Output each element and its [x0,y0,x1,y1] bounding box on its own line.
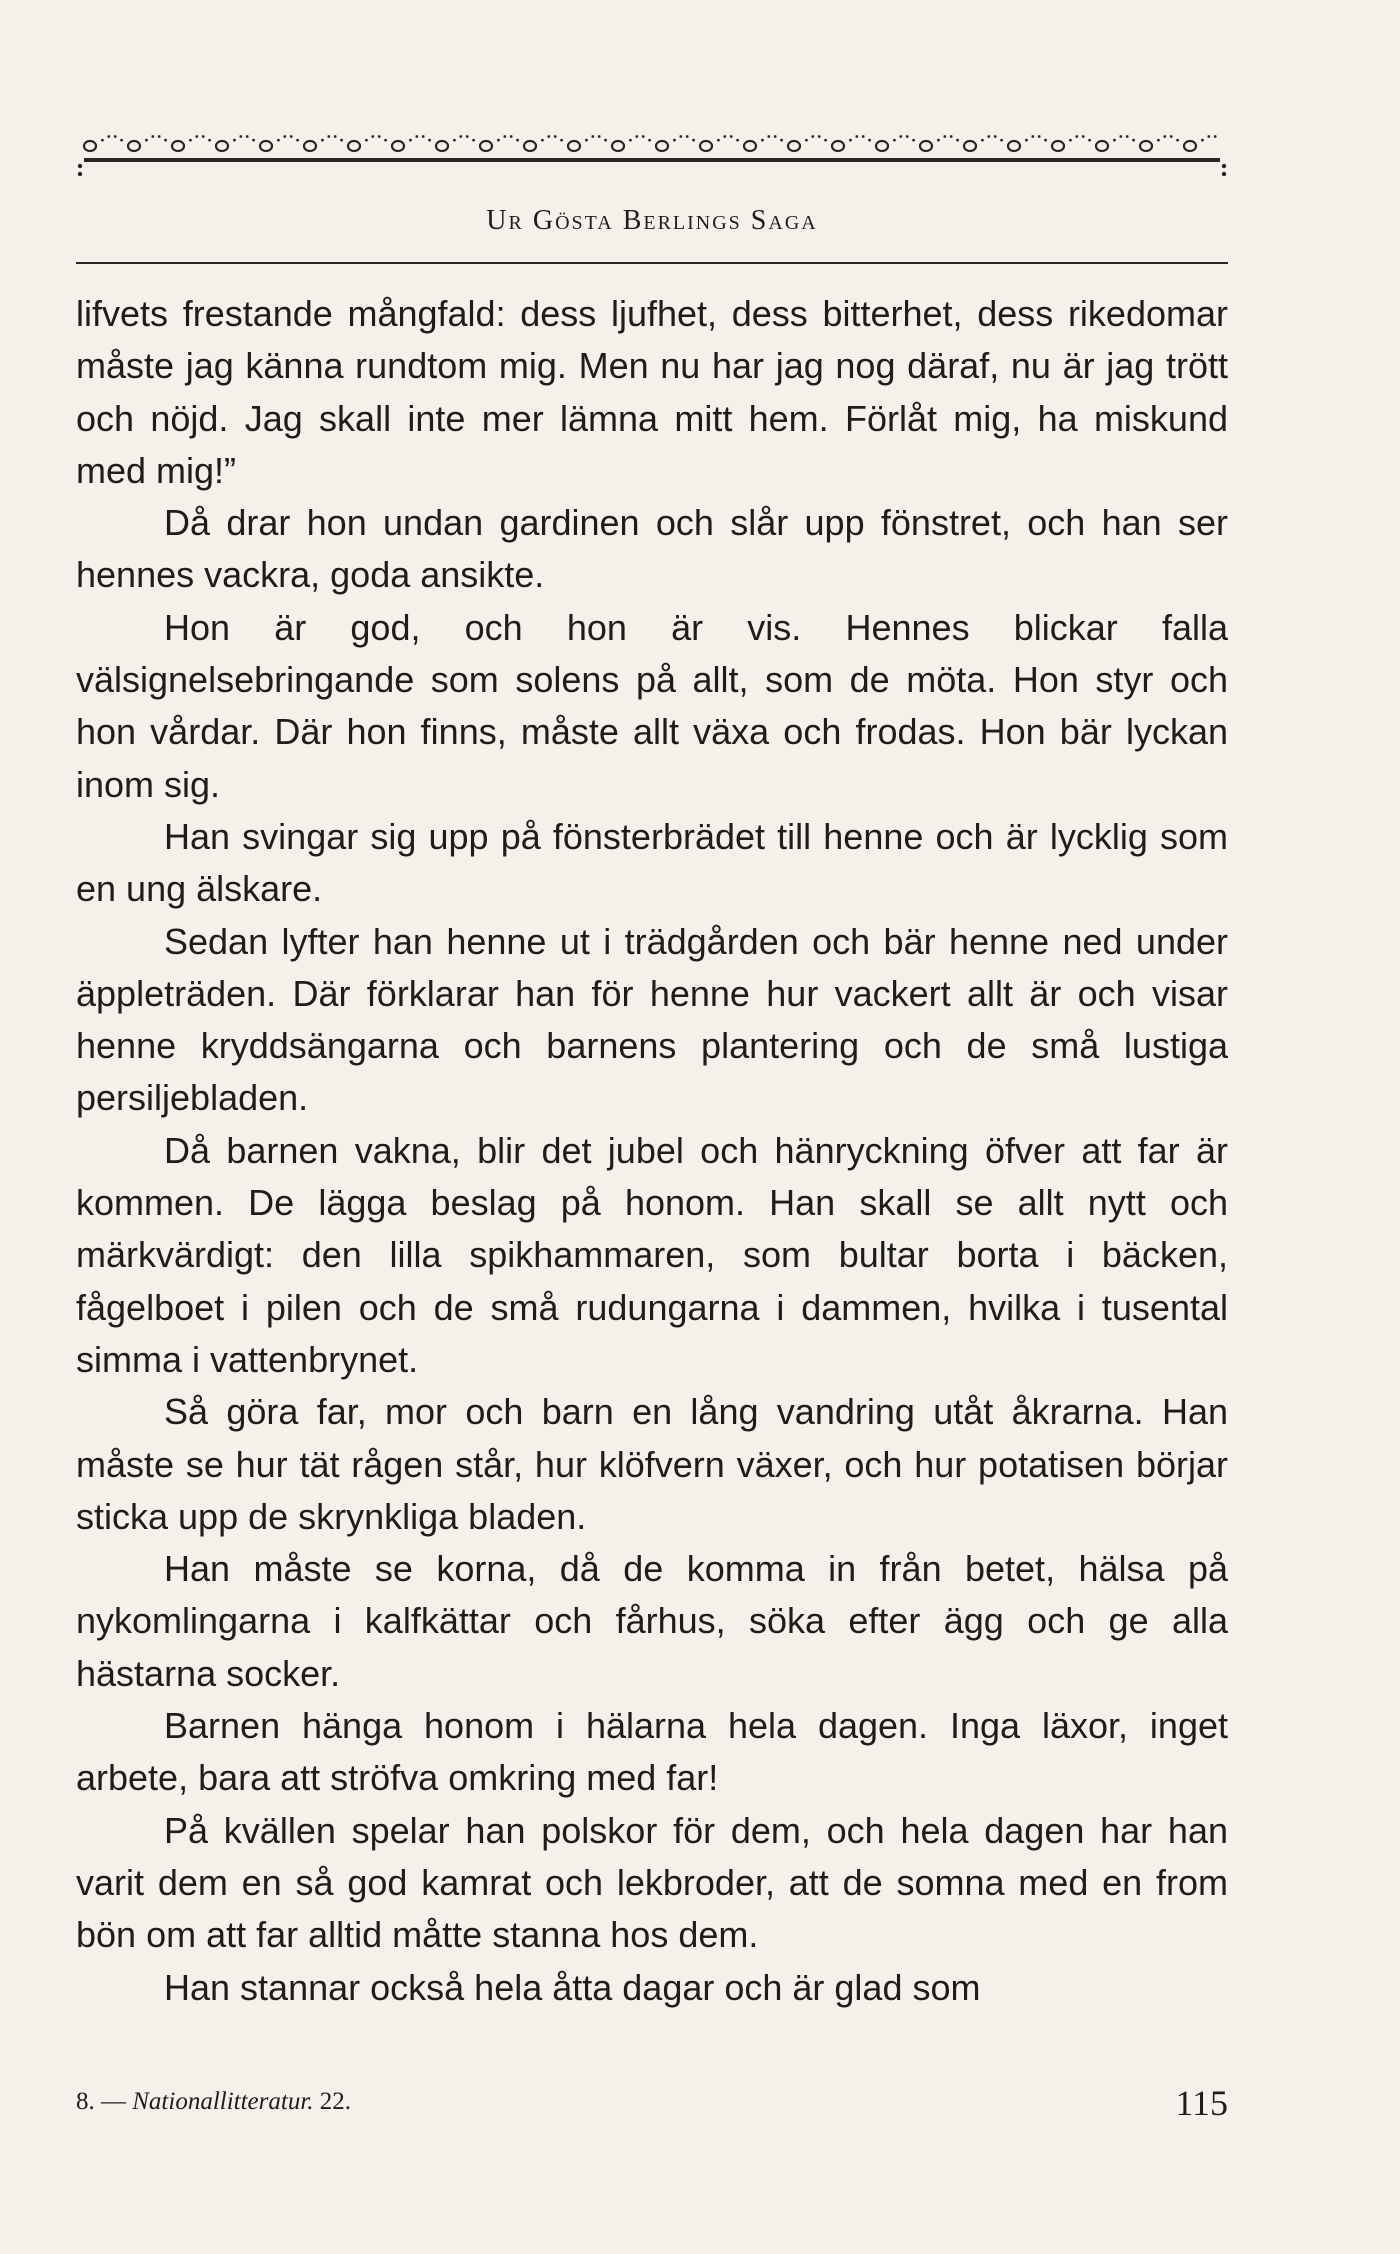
body-text [76,288,1228,2014]
page-footer [76,2082,1228,2132]
paragraph: Han svingar sig upp på fönsterbrädet till henne och är lycklig som en ung älskare. [76,815,1228,910]
paragraph: Då barnen vakna, blir det jubel och hänryckning öfver att far är kommen. De lägga beslag på honom. Han skall se allt nytt och märkvärdigt: den lilla spikhammaren, som bultar borta i bäcken, fågelboet i pilen och de små rudungarna i dammen, hvilka i tusental simma i vattenbrynet. [76,1129,1228,1380]
running-head: Ur Gösta Berlings Saga [486,205,818,236]
paragraph: Så göra far, mor och barn en lång vandring utåt åkrarna. Han måste se hur tät rågen står, hur klöfvern växer, och hur potatisen börjar sticka upp de skrynkliga bladen. [76,1391,1228,1537]
signature-mark: 8. — [76,2088,126,2115]
header-rule [76,262,1228,264]
book-page [76,0,1228,2254]
paragraph: Han stannar också hela åtta dagar och är glad som [164,1966,981,2008]
series-volume: 22. [319,2088,352,2115]
page-number: 115 [1175,2083,1228,2123]
paragraph: Barnen hänga honom i hälarna hela dagen. Inga läxor, inget arbete, bara att ströfva omkring med far! [76,1705,1228,1799]
paragraph: Då drar hon undan gardinen och slår upp fönstret, och han ser hennes vackra, goda ansikte. [76,502,1228,596]
paragraph: Han måste se korna, då de komma in från betet, hälsa på nykomlingarna i kalfkättar och fårhus, söka efter ägg och ge alla hästarna socker. [76,1548,1228,1694]
paragraph: På kvällen spelar han polskor för dem, och hela dagen har han varit dem en så god kamrat och lekbroder, att de somna med en from bön om att far alltid måtte stanna hos dem. [76,1809,1228,1956]
series-title: Nationallitteratur. [132,2088,314,2115]
ornamental-border [76,108,1228,178]
paragraph: lifvets frestande mångfald: dess ljufhet, dess bitterhet, dess rikedomar måste jag känna rundtom mig. Men nu har jag nog däraf, nu är jag trött och nöjd. Jag skall inte mer lämna mitt hem. Förlåt mig, ha miskund med mig!” [76,293,1228,491]
paragraph: Sedan lyfter han henne ut i trädgården och bär henne ned under äppleträden. Där förklarar han för henne hur vackert allt är och visar henne kryddsängarna och barnens plantering och de små lustiga persiljebladen. [76,920,1228,1119]
printer-signature [76,2088,351,2116]
paragraph: Hon är god, och hon är vis. Hennes blickar falla välsignelsebringande som solens på allt, som de möta. Hon styr och hon vårdar. Där hon finns, måste allt växa och frodas. Hon bär lyckan inom sig. [76,606,1228,805]
